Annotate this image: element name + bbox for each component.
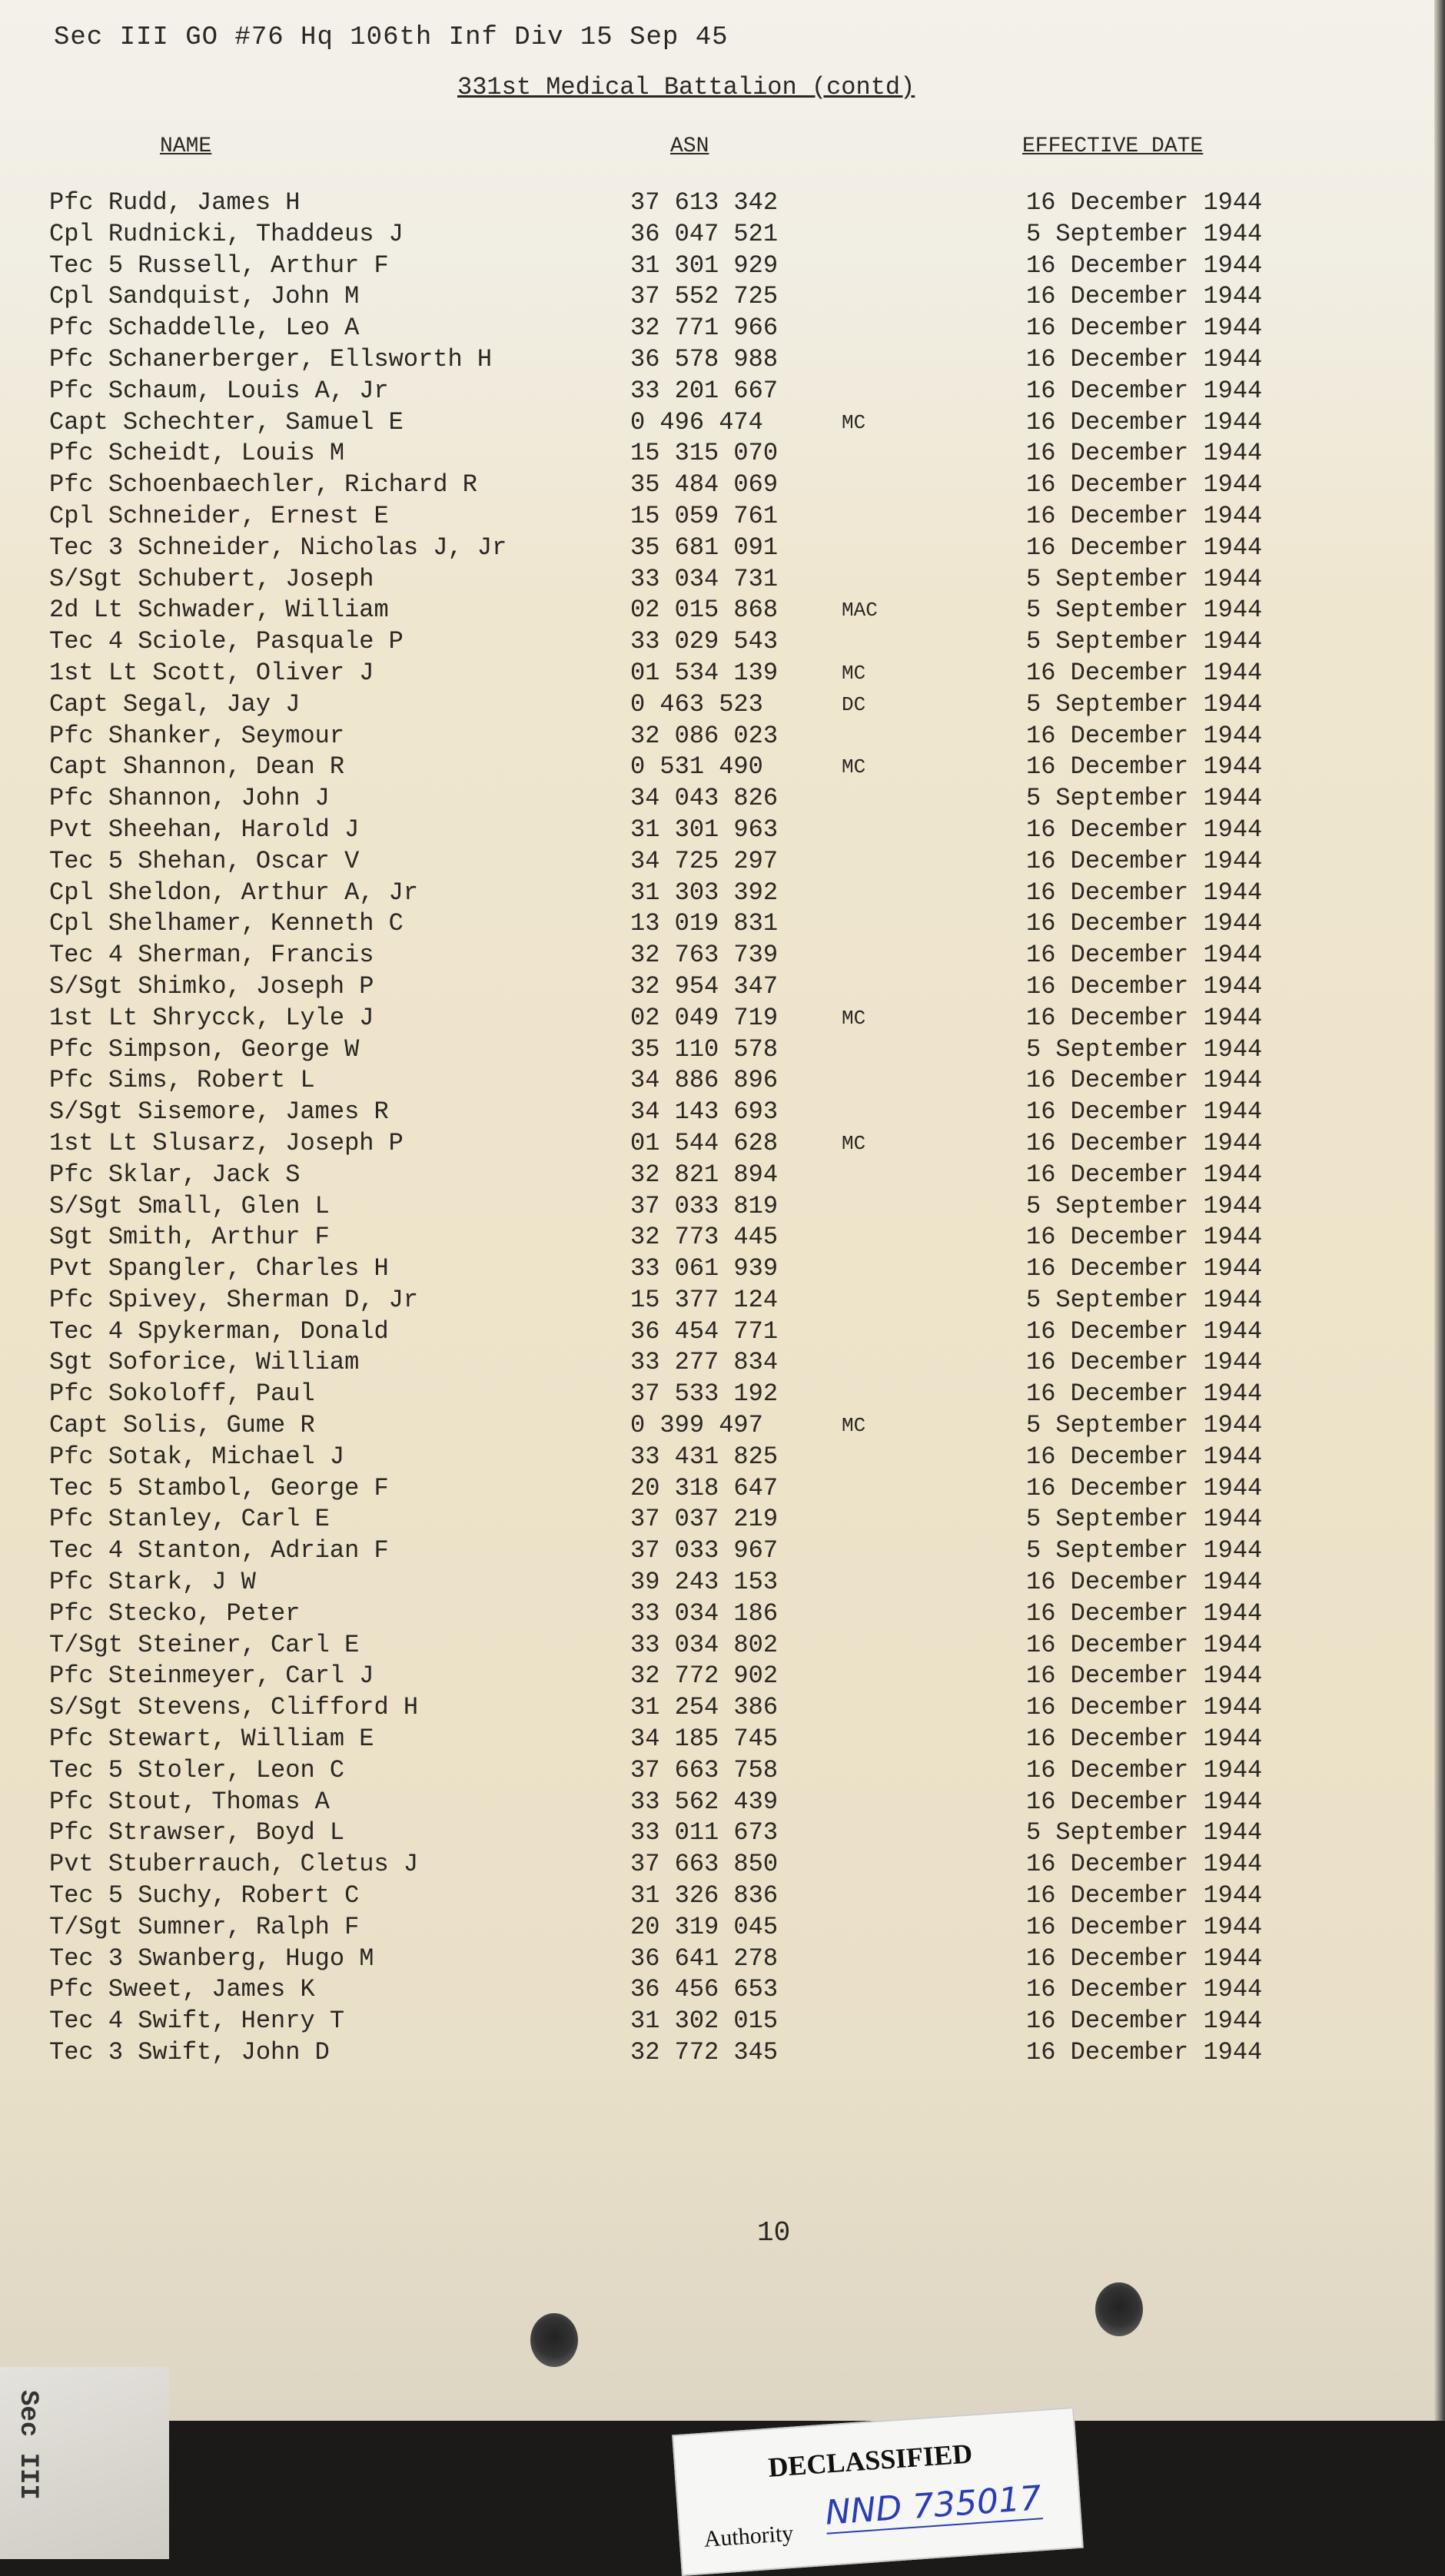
roster-asn: 36 456 653	[630, 1975, 779, 2004]
roster-effective-date: 16 December 1944	[1026, 407, 1263, 437]
roster-name: Capt Schechter, Samuel E	[49, 407, 404, 437]
roster-asn: 31 301 963	[630, 815, 779, 844]
roster-row	[46, 1474, 1430, 1505]
roster-branch-code: MC	[842, 1414, 866, 1438]
roster-row	[46, 1850, 1430, 1881]
roster-asn: 33 431 825	[630, 1442, 779, 1471]
roster-name: Pfc Scheidt, Louis M	[49, 439, 345, 468]
roster-row	[46, 1097, 1430, 1129]
roster-effective-date: 16 December 1944	[1026, 344, 1263, 373]
roster-row	[46, 1442, 1430, 1474]
roster-name: Pfc Schaum, Louis A, Jr	[49, 376, 389, 405]
roster-name: T/Sgt Sumner, Ralph F	[49, 1912, 360, 1941]
roster-row	[46, 1568, 1430, 1599]
roster-asn: 02 015 868	[630, 596, 779, 625]
roster-asn: 31 303 392	[630, 878, 779, 907]
roster-effective-date: 16 December 1944	[1026, 1160, 1263, 1189]
roster-asn: 37 037 219	[630, 1505, 779, 1534]
roster-row	[46, 1756, 1430, 1788]
roster-row	[46, 972, 1430, 1004]
roster-row	[46, 1348, 1430, 1379]
roster-asn: 32 086 023	[630, 721, 779, 750]
roster-name: 1st Lt Shrycck, Lyle J	[49, 1003, 374, 1032]
roster-name: Pfc Steinmeyer, Carl J	[49, 1661, 374, 1691]
roster-row	[46, 345, 1430, 377]
roster-effective-date: 5 September 1944	[1026, 689, 1263, 719]
roster-asn: 37 552 725	[630, 282, 779, 311]
roster-list	[46, 188, 1430, 2070]
roster-row	[46, 909, 1430, 941]
roster-asn: 01 544 628	[630, 1128, 779, 1157]
roster-effective-date: 16 December 1944	[1026, 1693, 1263, 1722]
roster-effective-date: 5 September 1944	[1026, 1505, 1263, 1534]
punch-hole-left	[530, 2313, 578, 2367]
roster-row	[46, 1066, 1430, 1097]
roster-effective-date: 16 December 1944	[1026, 314, 1263, 343]
roster-name: 2d Lt Schwader, William	[49, 596, 389, 625]
stamp-authority-value: NND 735017	[824, 2478, 1043, 2533]
roster-asn: 33 034 802	[630, 1630, 779, 1659]
roster-effective-date: 5 September 1944	[1026, 596, 1263, 625]
roster-name: Pfc Schanerberger, Ellsworth H	[49, 344, 493, 373]
roster-asn: 0 496 474	[630, 407, 763, 437]
roster-effective-date: 5 September 1944	[1026, 627, 1263, 656]
roster-effective-date: 16 December 1944	[1026, 2007, 1263, 2036]
roster-name: Tec 3 Schneider, Nicholas J, Jr	[49, 533, 507, 562]
column-header-name: NAME	[160, 134, 212, 158]
roster-branch-code: MC	[842, 1006, 866, 1030]
roster-name: Pfc Simpson, George W	[49, 1034, 360, 1064]
roster-effective-date: 16 December 1944	[1026, 1473, 1263, 1502]
roster-name: Tec 4 Swift, Henry T	[49, 2007, 345, 2036]
roster-name: Cpl Shelhamer, Kenneth C	[49, 909, 404, 938]
roster-row	[46, 784, 1430, 815]
roster-asn: 34 143 693	[630, 1097, 779, 1127]
roster-name: Capt Solis, Gume R	[49, 1411, 315, 1440]
roster-effective-date: 16 December 1944	[1026, 971, 1263, 1001]
roster-effective-date: 16 December 1944	[1026, 251, 1263, 280]
roster-asn: 32 773 445	[630, 1223, 779, 1252]
roster-name: Pfc Sotak, Michael J	[49, 1442, 345, 1471]
roster-effective-date: 16 December 1944	[1026, 1661, 1263, 1691]
roster-effective-date: 16 December 1944	[1026, 1348, 1263, 1377]
roster-row	[46, 377, 1430, 408]
roster-name: Pfc Shanker, Seymour	[49, 721, 345, 750]
roster-effective-date: 16 December 1944	[1026, 1725, 1263, 1754]
roster-row	[46, 596, 1430, 627]
roster-name: Capt Segal, Jay J	[49, 689, 301, 719]
roster-name: Sgt Smith, Arthur F	[49, 1223, 330, 1252]
roster-name: Tec 5 Suchy, Robert C	[49, 1881, 360, 1910]
roster-row	[46, 314, 1430, 345]
roster-name: Cpl Sandquist, John M	[49, 282, 360, 311]
roster-asn: 34 185 745	[630, 1725, 779, 1754]
roster-row	[46, 1725, 1430, 1756]
roster-effective-date: 16 December 1944	[1026, 658, 1263, 687]
roster-effective-date: 16 December 1944	[1026, 941, 1263, 970]
roster-row	[46, 1379, 1430, 1411]
roster-name: Tec 3 Swanberg, Hugo M	[49, 1944, 374, 1973]
roster-row	[46, 188, 1430, 220]
roster-effective-date: 5 September 1944	[1026, 1191, 1263, 1220]
page-edge-shadow	[1434, 0, 1445, 2421]
roster-effective-date: 16 December 1944	[1026, 533, 1263, 562]
roster-effective-date: 16 December 1944	[1026, 815, 1263, 844]
roster-row	[46, 533, 1430, 565]
roster-name: S/Sgt Shimko, Joseph P	[49, 971, 374, 1001]
roster-name: Pfc Stecko, Peter	[49, 1598, 301, 1628]
roster-row	[46, 1881, 1430, 1913]
roster-name: Pfc Schoenbaechler, Richard R	[49, 470, 477, 500]
roster-effective-date: 5 September 1944	[1026, 1285, 1263, 1314]
roster-branch-code: MC	[842, 661, 866, 685]
roster-effective-date: 16 December 1944	[1026, 1881, 1263, 1910]
page-number: 10	[757, 2217, 791, 2249]
roster-effective-date: 16 December 1944	[1026, 1066, 1263, 1095]
roster-asn: 0 531 490	[630, 752, 763, 782]
roster-row	[46, 1160, 1430, 1192]
roster-row	[46, 722, 1430, 753]
roster-row	[46, 282, 1430, 314]
roster-name: Tec 4 Sciole, Pasquale P	[49, 627, 404, 656]
roster-effective-date: 16 December 1944	[1026, 501, 1263, 530]
roster-effective-date: 16 December 1944	[1026, 282, 1263, 311]
roster-row	[46, 941, 1430, 972]
roster-effective-date: 16 December 1944	[1026, 1097, 1263, 1127]
battalion-title: 331st Medical Battalion (contd)	[457, 73, 915, 101]
roster-asn: 37 613 342	[630, 188, 779, 217]
roster-name: Pfc Sklar, Jack S	[49, 1160, 301, 1189]
roster-branch-code: MC	[842, 755, 866, 779]
roster-asn: 13 019 831	[630, 909, 779, 938]
roster-name: Tec 5 Stoler, Leon C	[49, 1755, 345, 1784]
roster-asn: 02 049 719	[630, 1003, 779, 1032]
roster-asn: 33 029 543	[630, 627, 779, 656]
roster-name: Pfc Strawser, Boyd L	[49, 1818, 345, 1847]
roster-row	[46, 1254, 1430, 1286]
roster-name: Pvt Spangler, Charles H	[49, 1254, 389, 1283]
roster-row	[46, 251, 1430, 283]
roster-asn: 34 886 896	[630, 1066, 779, 1095]
roster-effective-date: 5 September 1944	[1026, 1818, 1263, 1847]
roster-name: 1st Lt Scott, Oliver J	[49, 658, 374, 687]
roster-effective-date: 16 December 1944	[1026, 1598, 1263, 1628]
roster-row	[46, 815, 1430, 847]
roster-name: Pvt Stuberrauch, Cletus J	[49, 1850, 419, 1879]
roster-row	[46, 1631, 1430, 1662]
roster-effective-date: 5 September 1944	[1026, 1411, 1263, 1440]
roster-asn: 31 326 836	[630, 1881, 779, 1910]
roster-name: 1st Lt Slusarz, Joseph P	[49, 1128, 404, 1157]
roster-asn: 36 641 278	[630, 1944, 779, 1973]
roster-row	[46, 1818, 1430, 1850]
roster-effective-date: 16 December 1944	[1026, 2038, 1263, 2067]
roster-asn: 37 663 850	[630, 1850, 779, 1879]
roster-effective-date: 16 December 1944	[1026, 1630, 1263, 1659]
roster-name: Pfc Stewart, William E	[49, 1725, 374, 1754]
roster-asn: 36 454 771	[630, 1316, 779, 1346]
roster-name: Tec 4 Spykerman, Donald	[49, 1316, 389, 1346]
roster-name: Tec 4 Stanton, Adrian F	[49, 1536, 389, 1565]
punch-hole-right	[1095, 2282, 1143, 2336]
roster-asn: 31 254 386	[630, 1693, 779, 1722]
roster-row	[46, 1223, 1430, 1254]
roster-effective-date: 16 December 1944	[1026, 909, 1263, 938]
roster-asn: 37 533 192	[630, 1379, 779, 1409]
roster-asn: 37 033 967	[630, 1536, 779, 1565]
roster-asn: 35 110 578	[630, 1034, 779, 1064]
roster-effective-date: 16 December 1944	[1026, 1568, 1263, 1597]
roster-row	[46, 1661, 1430, 1693]
roster-asn: 32 772 345	[630, 2038, 779, 2067]
roster-asn: 32 763 739	[630, 941, 779, 970]
roster-asn: 0 463 523	[630, 689, 763, 719]
roster-effective-date: 16 December 1944	[1026, 1912, 1263, 1941]
roster-asn: 33 061 939	[630, 1254, 779, 1283]
roster-row	[46, 690, 1430, 722]
roster-asn: 20 319 045	[630, 1912, 779, 1941]
roster-name: Cpl Rudnicki, Thaddeus J	[49, 219, 404, 248]
roster-name: Pfc Spivey, Sherman D, Jr	[49, 1285, 419, 1314]
roster-effective-date: 16 December 1944	[1026, 376, 1263, 405]
roster-effective-date: 16 December 1944	[1026, 1128, 1263, 1157]
roster-row	[46, 1944, 1430, 1976]
roster-name: Pfc Sokoloff, Paul	[49, 1379, 315, 1409]
roster-row	[46, 847, 1430, 878]
roster-effective-date: 16 December 1944	[1026, 1975, 1263, 2004]
roster-row	[46, 1505, 1430, 1536]
roster-row	[46, 1286, 1430, 1317]
roster-asn: 33 277 834	[630, 1348, 779, 1377]
roster-effective-date: 16 December 1944	[1026, 846, 1263, 875]
roster-effective-date: 5 September 1944	[1026, 219, 1263, 248]
roster-asn: 33 562 439	[630, 1787, 779, 1816]
roster-name: Pfc Sweet, James K	[49, 1975, 315, 2004]
roster-name: Pfc Rudd, James H	[49, 188, 301, 217]
roster-row	[46, 2007, 1430, 2038]
roster-row	[46, 220, 1430, 251]
roster-name: Tec 3 Swift, John D	[49, 2038, 330, 2067]
stamp-authority-label: Authority	[703, 2520, 795, 2552]
roster-asn: 32 772 902	[630, 1661, 779, 1691]
roster-row	[46, 1913, 1430, 1944]
roster-effective-date: 16 December 1944	[1026, 1755, 1263, 1784]
roster-name: Capt Shannon, Dean R	[49, 752, 345, 782]
roster-name: S/Sgt Stevens, Clifford H	[49, 1693, 419, 1722]
roster-asn: 36 047 521	[630, 219, 779, 248]
roster-asn: 32 954 347	[630, 971, 779, 1001]
roster-effective-date: 16 December 1944	[1026, 1254, 1263, 1283]
roster-row	[46, 1317, 1430, 1349]
column-header-asn: ASN	[670, 134, 709, 158]
roster-asn: 15 059 761	[630, 501, 779, 530]
roster-row	[46, 1411, 1430, 1442]
roster-row	[46, 752, 1430, 784]
roster-name: Cpl Schneider, Ernest E	[49, 501, 389, 530]
roster-name: S/Sgt Small, Glen L	[49, 1191, 330, 1220]
roster-branch-code: MAC	[842, 599, 878, 622]
roster-name: Sgt Soforice, William	[49, 1348, 360, 1377]
roster-row	[46, 439, 1430, 470]
roster-row	[46, 1788, 1430, 1819]
roster-asn: 15 377 124	[630, 1285, 779, 1314]
roster-row	[46, 1975, 1430, 2007]
roster-asn: 35 484 069	[630, 470, 779, 500]
roster-effective-date: 16 December 1944	[1026, 878, 1263, 907]
roster-row	[46, 1004, 1430, 1035]
roster-asn: 0 399 497	[630, 1411, 763, 1440]
roster-effective-date: 5 September 1944	[1026, 564, 1263, 593]
roster-asn: 33 201 667	[630, 376, 779, 405]
roster-effective-date: 16 December 1944	[1026, 1944, 1263, 1973]
roster-row	[46, 1192, 1430, 1223]
roster-asn: 32 821 894	[630, 1160, 779, 1189]
roster-branch-code: MC	[842, 410, 866, 434]
roster-name: Pfc Schaddelle, Leo A	[49, 314, 360, 343]
roster-row	[46, 470, 1430, 502]
roster-asn: 34 725 297	[630, 846, 779, 875]
order-header: Sec III GO #76 Hq 106th Inf Div 15 Sep 45	[54, 23, 729, 52]
roster-name: S/Sgt Sisemore, James R	[49, 1097, 389, 1127]
roster-row	[46, 627, 1430, 659]
roster-asn: 31 302 015	[630, 2007, 779, 2036]
roster-asn: 15 315 070	[630, 439, 779, 468]
roster-asn: 33 034 186	[630, 1598, 779, 1628]
roster-row	[46, 1599, 1430, 1631]
roster-name: Pfc Shannon, John J	[49, 784, 330, 813]
roster-name: Pfc Sims, Robert L	[49, 1066, 315, 1095]
roster-row	[46, 565, 1430, 596]
roster-effective-date: 16 December 1944	[1026, 1003, 1263, 1032]
column-header-effective-date: EFFECTIVE DATE	[1022, 134, 1204, 158]
roster-row	[46, 1693, 1430, 1725]
roster-effective-date: 16 December 1944	[1026, 439, 1263, 468]
roster-asn: 36 578 988	[630, 344, 779, 373]
roster-asn: 01 534 139	[630, 658, 779, 687]
roster-effective-date: 5 September 1944	[1026, 1034, 1263, 1064]
roster-effective-date: 16 December 1944	[1026, 188, 1263, 217]
roster-asn: 35 681 091	[630, 533, 779, 562]
roster-effective-date: 16 December 1944	[1026, 1316, 1263, 1346]
roster-name: Tec 5 Shehan, Oscar V	[49, 846, 360, 875]
roster-effective-date: 16 December 1944	[1026, 1787, 1263, 1816]
roster-asn: 31 301 929	[630, 251, 779, 280]
roster-asn: 32 771 966	[630, 314, 779, 343]
roster-effective-date: 16 December 1944	[1026, 752, 1263, 782]
roster-effective-date: 16 December 1944	[1026, 1442, 1263, 1471]
roster-asn: 34 043 826	[630, 784, 779, 813]
roster-name: Cpl Sheldon, Arthur A, Jr	[49, 878, 419, 907]
roster-row	[46, 1129, 1430, 1160]
roster-effective-date: 16 December 1944	[1026, 1223, 1263, 1252]
roster-effective-date: 16 December 1944	[1026, 470, 1263, 500]
roster-row	[46, 878, 1430, 910]
roster-asn: 33 011 673	[630, 1818, 779, 1847]
roster-asn: 37 033 819	[630, 1191, 779, 1220]
side-tab-label: Sec III	[13, 2390, 42, 2500]
roster-effective-date: 5 September 1944	[1026, 784, 1263, 813]
stamp-title: DECLASSIFIED	[767, 2438, 974, 2483]
roster-name: Pfc Stark, J W	[49, 1568, 256, 1597]
roster-row	[46, 1035, 1430, 1067]
roster-name: Pfc Stanley, Carl E	[49, 1505, 330, 1534]
roster-row	[46, 1536, 1430, 1568]
roster-name: S/Sgt Schubert, Joseph	[49, 564, 374, 593]
roster-effective-date: 16 December 1944	[1026, 1379, 1263, 1409]
roster-name: T/Sgt Steiner, Carl E	[49, 1630, 360, 1659]
roster-asn: 20 318 647	[630, 1473, 779, 1502]
roster-effective-date: 16 December 1944	[1026, 1850, 1263, 1879]
roster-name: Pfc Stout, Thomas A	[49, 1787, 330, 1816]
roster-name: Tec 4 Sherman, Francis	[49, 941, 374, 970]
roster-row	[46, 659, 1430, 690]
declassified-stamp	[672, 2407, 1084, 2576]
roster-asn: 39 243 153	[630, 1568, 779, 1597]
roster-row	[46, 408, 1430, 440]
roster-row	[46, 2038, 1430, 2070]
roster-row	[46, 502, 1430, 533]
roster-name: Pvt Sheehan, Harold J	[49, 815, 360, 844]
roster-effective-date: 16 December 1944	[1026, 721, 1263, 750]
roster-asn: 37 663 758	[630, 1755, 779, 1784]
roster-name: Tec 5 Stambol, George F	[49, 1473, 389, 1502]
roster-asn: 33 034 731	[630, 564, 779, 593]
roster-branch-code: MC	[842, 1131, 866, 1155]
roster-effective-date: 5 September 1944	[1026, 1536, 1263, 1565]
roster-name: Tec 5 Russell, Arthur F	[49, 251, 389, 280]
roster-branch-code: DC	[842, 692, 866, 716]
